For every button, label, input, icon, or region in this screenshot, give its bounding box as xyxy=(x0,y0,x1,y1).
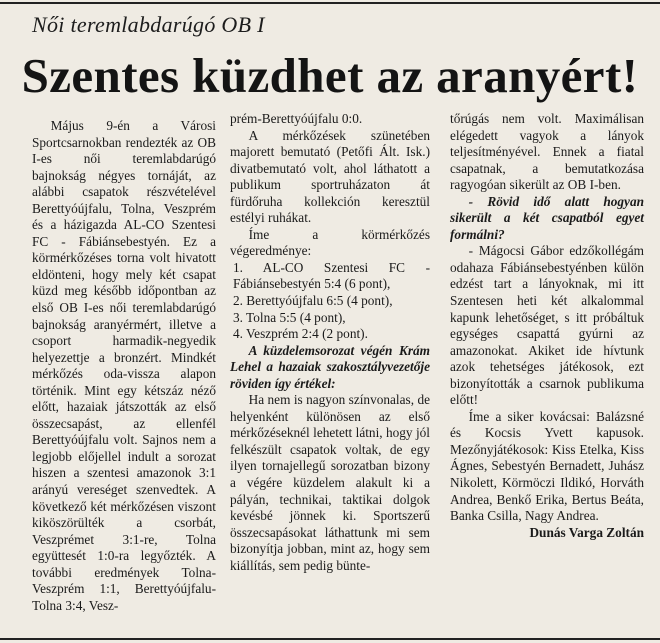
paragraph: - Mágocsi Gábor edzőkollégám odahaza Fábiánsebestyénben külön edzést tart a lányoknak, mi itt Szentesen heti két alkalommal kapunk lehetőséget, s itt próbáltuk egységes csapattá gyúrni az amazonokat. Akiket ide hívtunk azok tehetséges játékosok, ezt bizonyították a csarnok publikuma előtt! xyxy=(450,243,644,408)
paragraph: tőrúgás nem volt. Maximálisan elégedett vagyok a lányok teljesítményével. Ennek a fiatal csapatnak, a bemutatkozása ragyogóan sikerült az OB I-ben. xyxy=(450,111,644,193)
article-kicker: Női teremlabdarúgó OB I xyxy=(32,12,265,37)
standings-item: 2. Berettyóújfalu 6:5 (4 pont), xyxy=(233,293,393,309)
top-rule xyxy=(0,2,660,4)
article-headline: Szentes küzdhet az aranyért! xyxy=(21,48,639,103)
paragraph: Ha nem is nagyon színvonalas, de helyenként különösen az első mérkőzéseknél lehetett látni, hogy jól felkészült csapatok voltak, de egy ilyen tornajellegű sorozatban bizony a végére küzdelem alakult ki a pályán, technikai, taktikai dolgok kevésbé jönnek ki. Sportszerű összecsapásokat láthattunk mi sem bizonyítja jobban, mint az, hogy sem kiállítás, sem pedig bünte- xyxy=(230,392,430,573)
column-3 xyxy=(450,111,644,541)
paragraph: Íme a körmérkőzés végeredménye: xyxy=(230,226,430,259)
standings-item: 3. Tolna 5:5 (4 pont), xyxy=(233,309,346,325)
paragraph: prém-Berettyóújfalu 0:0. xyxy=(230,111,363,126)
paragraph: Május 9-én a Városi Sportcsarnokban rendezték az OB I-es női teremlabdarúgó bajnokság négyes tornáját, az alábbi csapatok részvételével Berettyóújfalu, Tolna, Veszprém és a házigazda AL-CO Szentesi FC - Fábiánsebestyén. Ez a körmérkőzéses torna volt hivatott eldönteni, hogy mely két csapat küzd meg később időpontban az első OB I-es női teremlabdarúgó bajnokság aranyérmért, illetve a csoport harmadik-negyedik helyezettje a bronzért. Mindkét mérkőzés oda-vissza alapon történik. Mint egy kétszáz néző előtt, hazaiak játszották az első összecsapást, az ellenfél Berettyóújfalu volt. Sajnos nem a legjobb előjellel indult a sorozat hiszen a szentesi amazonok 3:1 arányú vereséget szenvedtek. A következő két mérkőzésen viszont kiköszörülték a csorbát, Veszprémet 3:1-re, Tolna együttesét 1:0-ra legyőzték. A további eredmények Tolna-Veszprém 1:1, Berettyóújfalu-Tolna 3:4, Vesz- xyxy=(32,118,216,613)
column-2 xyxy=(230,111,430,574)
standings-item: 1. AL-CO Szentesi FC - Fábiánsebestyén 5:4 (6 pont), xyxy=(233,259,430,292)
standings-item: 4. Veszprém 2:4 (2 pont). xyxy=(233,326,368,342)
interview-question: A küzdelemsorozat végén Krám Lehel a hazaiak szakosztályvezetője röviden így értékel: xyxy=(230,342,430,391)
paragraph: A mérkőzések szünetében majorett bemutató (Petőfi Ált. Isk.) divatbemutató volt, ahol láthatott a publikum sportruházaton át fürdőruha kollekción keresztül estélyi ruhákat. xyxy=(230,127,430,226)
paragraph: Íme a siker kovácsai: Balázsné és Kocsis Yvett kapusok. Mezőnyjátékosok: Kiss Etelka, Kiss Ágnes, Sebestyén Bernadett, Juhász Nikolett, Körmöczi Ildikó, Horváth Andrea, Benkő Erika, Bertus Beáta, Banka Csilla, Nagy Andrea. xyxy=(450,408,644,524)
column-1 xyxy=(32,118,216,614)
author-signature: Dunás Varga Zoltán xyxy=(529,524,644,540)
bottom-rule xyxy=(0,638,660,640)
interview-question: - Rövid idő alatt hogyan sikerült a két csapatból egyet formálni? xyxy=(450,193,644,242)
